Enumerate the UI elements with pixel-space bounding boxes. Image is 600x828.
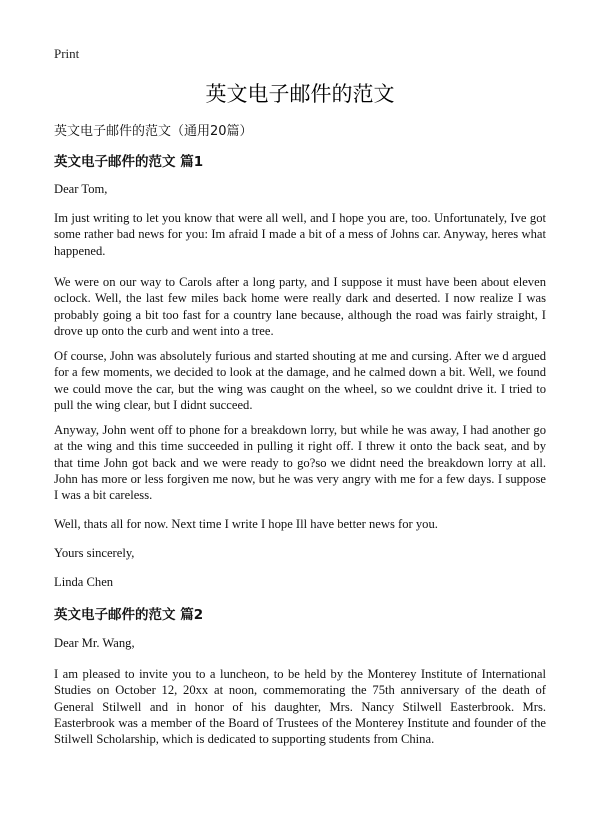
letter-signature: Linda Chen <box>54 575 114 589</box>
letter-paragraph: Im just writing to let you know that were all well, and I hope you are, too. Unfortunately, Ive got some rather bad news for you: Im afraid I made a bit of a mess of Johns car. Anyway, heres what happened. <box>54 211 546 258</box>
page-subtitle: 英文电子邮件的范文（通用20篇） <box>54 124 253 139</box>
letter-paragraph: Of course, John was absolutely furious and started shouting at me and cursing. After we d argued for a few moments, we decided to look at the damage, and he calmed down a bit. Well, we found we could move the car, but the wing was caught on the wheel, so we couldnt drive it. I tried to pull the wing clear, but I didnt succeed. <box>54 349 546 412</box>
letter-paragraph: Well, thats all for now. Next time I write I hope Ill have better news for you. <box>54 517 438 531</box>
letter-paragraph: Anyway, John went off to phone for a breakdown lorry, but while he was away, I had another go at the wing and this time succeeded in pulling it right off. I threw it onto the back seat, and by that time John got back and we were ready to go?so we didnt need the breakdown lorry at all. John has more or less forgiven me now, but he was very angry with me for a few days. I suppose I was a bit careless. <box>54 423 546 503</box>
letter-greeting: Dear Mr. Wang, <box>54 636 135 650</box>
section-heading: 英文电子邮件的范文 篇2 <box>54 607 204 623</box>
section-heading: 英文电子邮件的范文 篇1 <box>54 154 204 170</box>
page-title: 英文电子邮件的范文 <box>205 82 395 106</box>
print-link[interactable]: Print <box>54 46 80 61</box>
letter-paragraph: I am pleased to invite you to a luncheon, to be held by the Monterey Institute of International Studies on October 12, 20xx at noon, commemorating the 75th anniversary of the death of General Stilwell and in honor of his daughter, Mrs. Nancy Stilwell Easterbrook. Mrs. Easterbrook was a member of the Board of Trustees of the Monterey Institute and founder of the Stilwell Scholarship, which is dedicated to supporting students from China. <box>54 667 546 747</box>
letter-closing: Yours sincerely, <box>54 546 135 560</box>
letter-greeting: Dear Tom, <box>54 182 108 196</box>
letter-paragraph: We were on our way to Carols after a long party, and I suppose it must have been about eleven oclock. Well, the last few miles back home were really dark and deserted. I now realize I was probably going a bit too fast for a country lane because, although the road was fairly straight, I drove up onto the curb and went into a tree. <box>54 275 546 338</box>
